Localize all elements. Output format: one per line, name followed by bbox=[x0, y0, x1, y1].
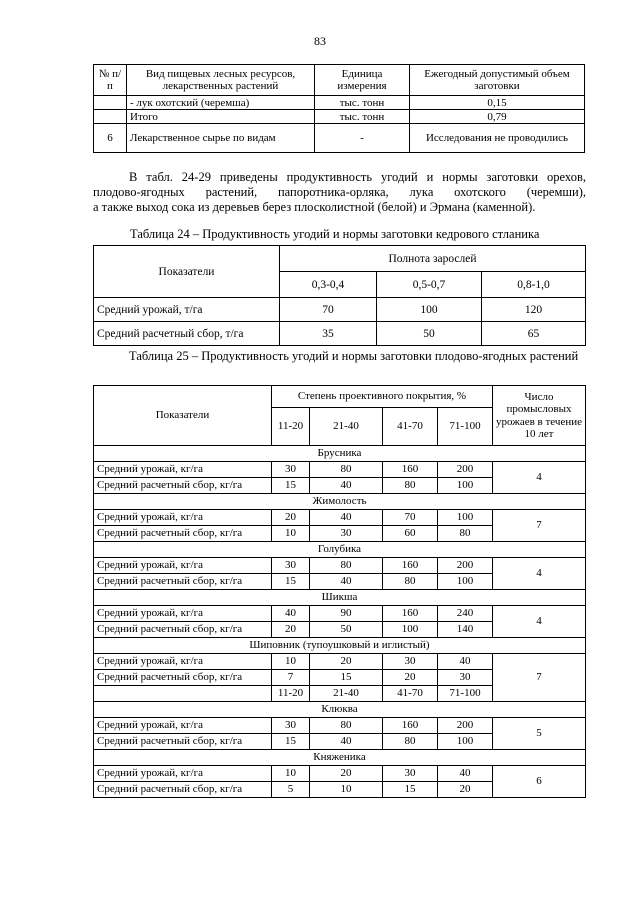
table-cell: 10 bbox=[272, 766, 310, 782]
table-cell: 90 bbox=[310, 606, 383, 622]
column-header: 21-40 bbox=[310, 686, 383, 702]
table-cell: 140 bbox=[438, 622, 493, 638]
table-cell: 200 bbox=[438, 558, 493, 574]
row-label: Средний урожай, кг/га bbox=[94, 766, 272, 782]
table-row bbox=[94, 298, 586, 322]
column-header: 11-20 bbox=[272, 686, 310, 702]
table-cell: 100 bbox=[438, 574, 493, 590]
column-header: 71-100 bbox=[438, 408, 493, 446]
table-row bbox=[94, 462, 586, 478]
table-cell: 70 bbox=[280, 298, 377, 322]
table-cell: 30 bbox=[383, 654, 438, 670]
table-cell: 40 bbox=[272, 606, 310, 622]
table-cell: - bbox=[315, 124, 410, 153]
table25-header-label: Показатели bbox=[94, 386, 272, 446]
table-row bbox=[94, 654, 586, 670]
table-cell: 240 bbox=[438, 606, 493, 622]
table-cell: тыс. тонн bbox=[315, 110, 410, 124]
row-label: Средний расчетный сбор, кг/га bbox=[94, 478, 272, 494]
table-row bbox=[94, 96, 585, 110]
table-cell: тыс. тонн bbox=[315, 96, 410, 110]
row-label: Средний расчетный сбор, кг/га bbox=[94, 734, 272, 750]
table25 bbox=[93, 385, 586, 798]
harvest-count: 5 bbox=[493, 718, 586, 750]
table-row bbox=[94, 766, 586, 782]
table24-header-label: Показатели bbox=[94, 246, 280, 298]
table-cell: 40 bbox=[438, 766, 493, 782]
table-cell: 160 bbox=[383, 606, 438, 622]
page-number: 83 bbox=[314, 34, 326, 48]
table-cell: 100 bbox=[438, 734, 493, 750]
table-row bbox=[94, 322, 586, 346]
table-cell: 80 bbox=[310, 718, 383, 734]
section-header-row bbox=[94, 590, 586, 606]
table-cell: 30 bbox=[272, 462, 310, 478]
table-row bbox=[94, 510, 586, 526]
table-cell: 40 bbox=[310, 478, 383, 494]
harvest-count: 7 bbox=[493, 654, 586, 702]
table-cell: 200 bbox=[438, 462, 493, 478]
row-label: Средний урожай, кг/га bbox=[94, 462, 272, 478]
column-header: 71-100 bbox=[438, 686, 493, 702]
row-label: Средний расчетный сбор, кг/га bbox=[94, 670, 272, 686]
paragraph-line: плодово-ягодных растений, папоротника-орляка, лука охотского (черемши), bbox=[93, 185, 586, 199]
table-cell: 15 bbox=[310, 670, 383, 686]
table-row bbox=[94, 606, 586, 622]
table-cell: 60 bbox=[383, 526, 438, 542]
table-cell: 40 bbox=[438, 654, 493, 670]
table-cell: - лук охотский (черемша) bbox=[127, 96, 315, 110]
table-cell: 100 bbox=[377, 298, 482, 322]
table-cell bbox=[94, 110, 127, 124]
column-header: 0,8-1,0 bbox=[482, 272, 586, 298]
table25-harvest-count-header: Число промысловых урожаев в течение 10 лет bbox=[493, 386, 586, 446]
harvest-count: 6 bbox=[493, 766, 586, 798]
table-cell: 6 bbox=[94, 124, 127, 153]
section-name: Голубика bbox=[94, 542, 586, 558]
table-cell: 65 bbox=[482, 322, 586, 346]
table-cell: Лекарственное сырье по видам bbox=[127, 124, 315, 153]
table-cell: 30 bbox=[383, 766, 438, 782]
section-name: Жимолость bbox=[94, 494, 586, 510]
section-name: Княженика bbox=[94, 750, 586, 766]
column-header: 41-70 bbox=[383, 686, 438, 702]
table-cell: 200 bbox=[438, 718, 493, 734]
section-header-row bbox=[94, 542, 586, 558]
row-label: Средний урожай, кг/га bbox=[94, 558, 272, 574]
table-cell: 15 bbox=[272, 574, 310, 590]
table-cell: 80 bbox=[310, 558, 383, 574]
table-cell: 100 bbox=[383, 622, 438, 638]
table25-caption: Таблица 25 – Продуктивность угодий и нормы заготовки плодово-ягодных растений bbox=[129, 349, 579, 363]
header-resource-type: Вид пищевых лесных ресурсов, лекарственных растений bbox=[127, 65, 315, 96]
table-row bbox=[94, 558, 586, 574]
table-cell: 20 bbox=[310, 654, 383, 670]
harvest-count: 4 bbox=[493, 558, 586, 590]
table-row bbox=[94, 110, 585, 124]
table-cell: 80 bbox=[310, 462, 383, 478]
table-cell: 160 bbox=[383, 462, 438, 478]
table-cell: 10 bbox=[272, 654, 310, 670]
paragraph-line: а также выход сока из деревьев берез плосколистной (белой) и Эрмана (каменной). bbox=[93, 200, 536, 214]
table24-caption: Таблица 24 – Продуктивность угодий и нормы заготовки кедрового стланика bbox=[130, 227, 540, 241]
row-label: Средний расчетный сбор, кг/га bbox=[94, 622, 272, 638]
table-cell: Исследования не проводились bbox=[410, 124, 585, 153]
table-cell: 20 bbox=[438, 782, 493, 798]
table-cell: 30 bbox=[438, 670, 493, 686]
table-cell bbox=[94, 96, 127, 110]
column-header: 0,5-0,7 bbox=[377, 272, 482, 298]
table-cell: 30 bbox=[272, 558, 310, 574]
table-cell: 40 bbox=[310, 574, 383, 590]
table-cell: 20 bbox=[272, 622, 310, 638]
row-label: Средний урожай, т/га bbox=[94, 298, 280, 322]
table-cell: 10 bbox=[272, 526, 310, 542]
table-cell: 10 bbox=[310, 782, 383, 798]
table-cell: 120 bbox=[482, 298, 586, 322]
table-cell: 80 bbox=[438, 526, 493, 542]
table-header-row bbox=[94, 65, 585, 96]
table24-group-header: Полнота зарослей bbox=[280, 246, 586, 272]
table-cell: 160 bbox=[383, 558, 438, 574]
section-name: Шикша bbox=[94, 590, 586, 606]
row-label: Средний расчетный сбор, кг/га bbox=[94, 526, 272, 542]
table-cell: 5 bbox=[272, 782, 310, 798]
table24 bbox=[93, 245, 586, 346]
section-header-row bbox=[94, 702, 586, 718]
empty-cell bbox=[94, 686, 272, 702]
table25-body bbox=[94, 446, 586, 798]
harvest-count: 4 bbox=[493, 606, 586, 638]
table-cell: 15 bbox=[383, 782, 438, 798]
table-cell: 20 bbox=[272, 510, 310, 526]
row-label: Средний урожай, кг/га bbox=[94, 654, 272, 670]
table-cell: 80 bbox=[383, 478, 438, 494]
section-name: Клюква bbox=[94, 702, 586, 718]
table-cell: 80 bbox=[383, 734, 438, 750]
header-unit: Единица измерения bbox=[315, 65, 410, 96]
table-cell: 15 bbox=[272, 478, 310, 494]
column-header: 11-20 bbox=[272, 408, 310, 446]
section-header-row bbox=[94, 494, 586, 510]
table-cell: 35 bbox=[280, 322, 377, 346]
table-cell: 30 bbox=[272, 718, 310, 734]
column-header: 21-40 bbox=[310, 408, 383, 446]
table-cell: 40 bbox=[310, 734, 383, 750]
table-cell: 100 bbox=[438, 478, 493, 494]
column-header: 0,3-0,4 bbox=[280, 272, 377, 298]
table-cell: 50 bbox=[377, 322, 482, 346]
table-cell: 0,15 bbox=[410, 96, 585, 110]
row-label: Средний расчетный сбор, т/га bbox=[94, 322, 280, 346]
table-cell: 70 bbox=[383, 510, 438, 526]
header-number: № п/п bbox=[94, 65, 127, 96]
table25-group-header: Степень проективного покрытия, % bbox=[272, 386, 493, 408]
harvest-count: 7 bbox=[493, 510, 586, 542]
table-cell: 20 bbox=[383, 670, 438, 686]
row-label: Средний урожай, кг/га bbox=[94, 718, 272, 734]
table-cell: Итого bbox=[127, 110, 315, 124]
harvest-count: 4 bbox=[493, 462, 586, 494]
table-cell: 100 bbox=[438, 510, 493, 526]
body-paragraph bbox=[93, 170, 586, 215]
table-cell: 15 bbox=[272, 734, 310, 750]
column-header: 41-70 bbox=[383, 408, 438, 446]
row-label: Средний расчетный сбор, кг/га bbox=[94, 574, 272, 590]
table-cell: 0,79 bbox=[410, 110, 585, 124]
table-row bbox=[94, 718, 586, 734]
row-label: Средний урожай, кг/га bbox=[94, 606, 272, 622]
row-label: Средний урожай, кг/га bbox=[94, 510, 272, 526]
row-label: Средний расчетный сбор, кг/га bbox=[94, 782, 272, 798]
section-header-row bbox=[94, 638, 586, 654]
section-name: Брусника bbox=[94, 446, 586, 462]
header-annual-volume: Ежегодный допустимый объем заготовки bbox=[410, 65, 585, 96]
section-name: Шиповник (тупоушковый и иглистый) bbox=[94, 638, 586, 654]
table-cell: 7 bbox=[272, 670, 310, 686]
table-cell: 160 bbox=[383, 718, 438, 734]
table-cell: 40 bbox=[310, 510, 383, 526]
paragraph-line: В табл. 24-29 приведены продуктивность угодий и нормы заготовки орехов, bbox=[129, 170, 586, 184]
table-cell: 20 bbox=[310, 766, 383, 782]
resources-table bbox=[93, 64, 585, 153]
table-cell: 30 bbox=[310, 526, 383, 542]
table-cell: 80 bbox=[383, 574, 438, 590]
section-header-row bbox=[94, 446, 586, 462]
section-header-row bbox=[94, 750, 586, 766]
table-cell: 50 bbox=[310, 622, 383, 638]
table-row bbox=[94, 124, 585, 153]
